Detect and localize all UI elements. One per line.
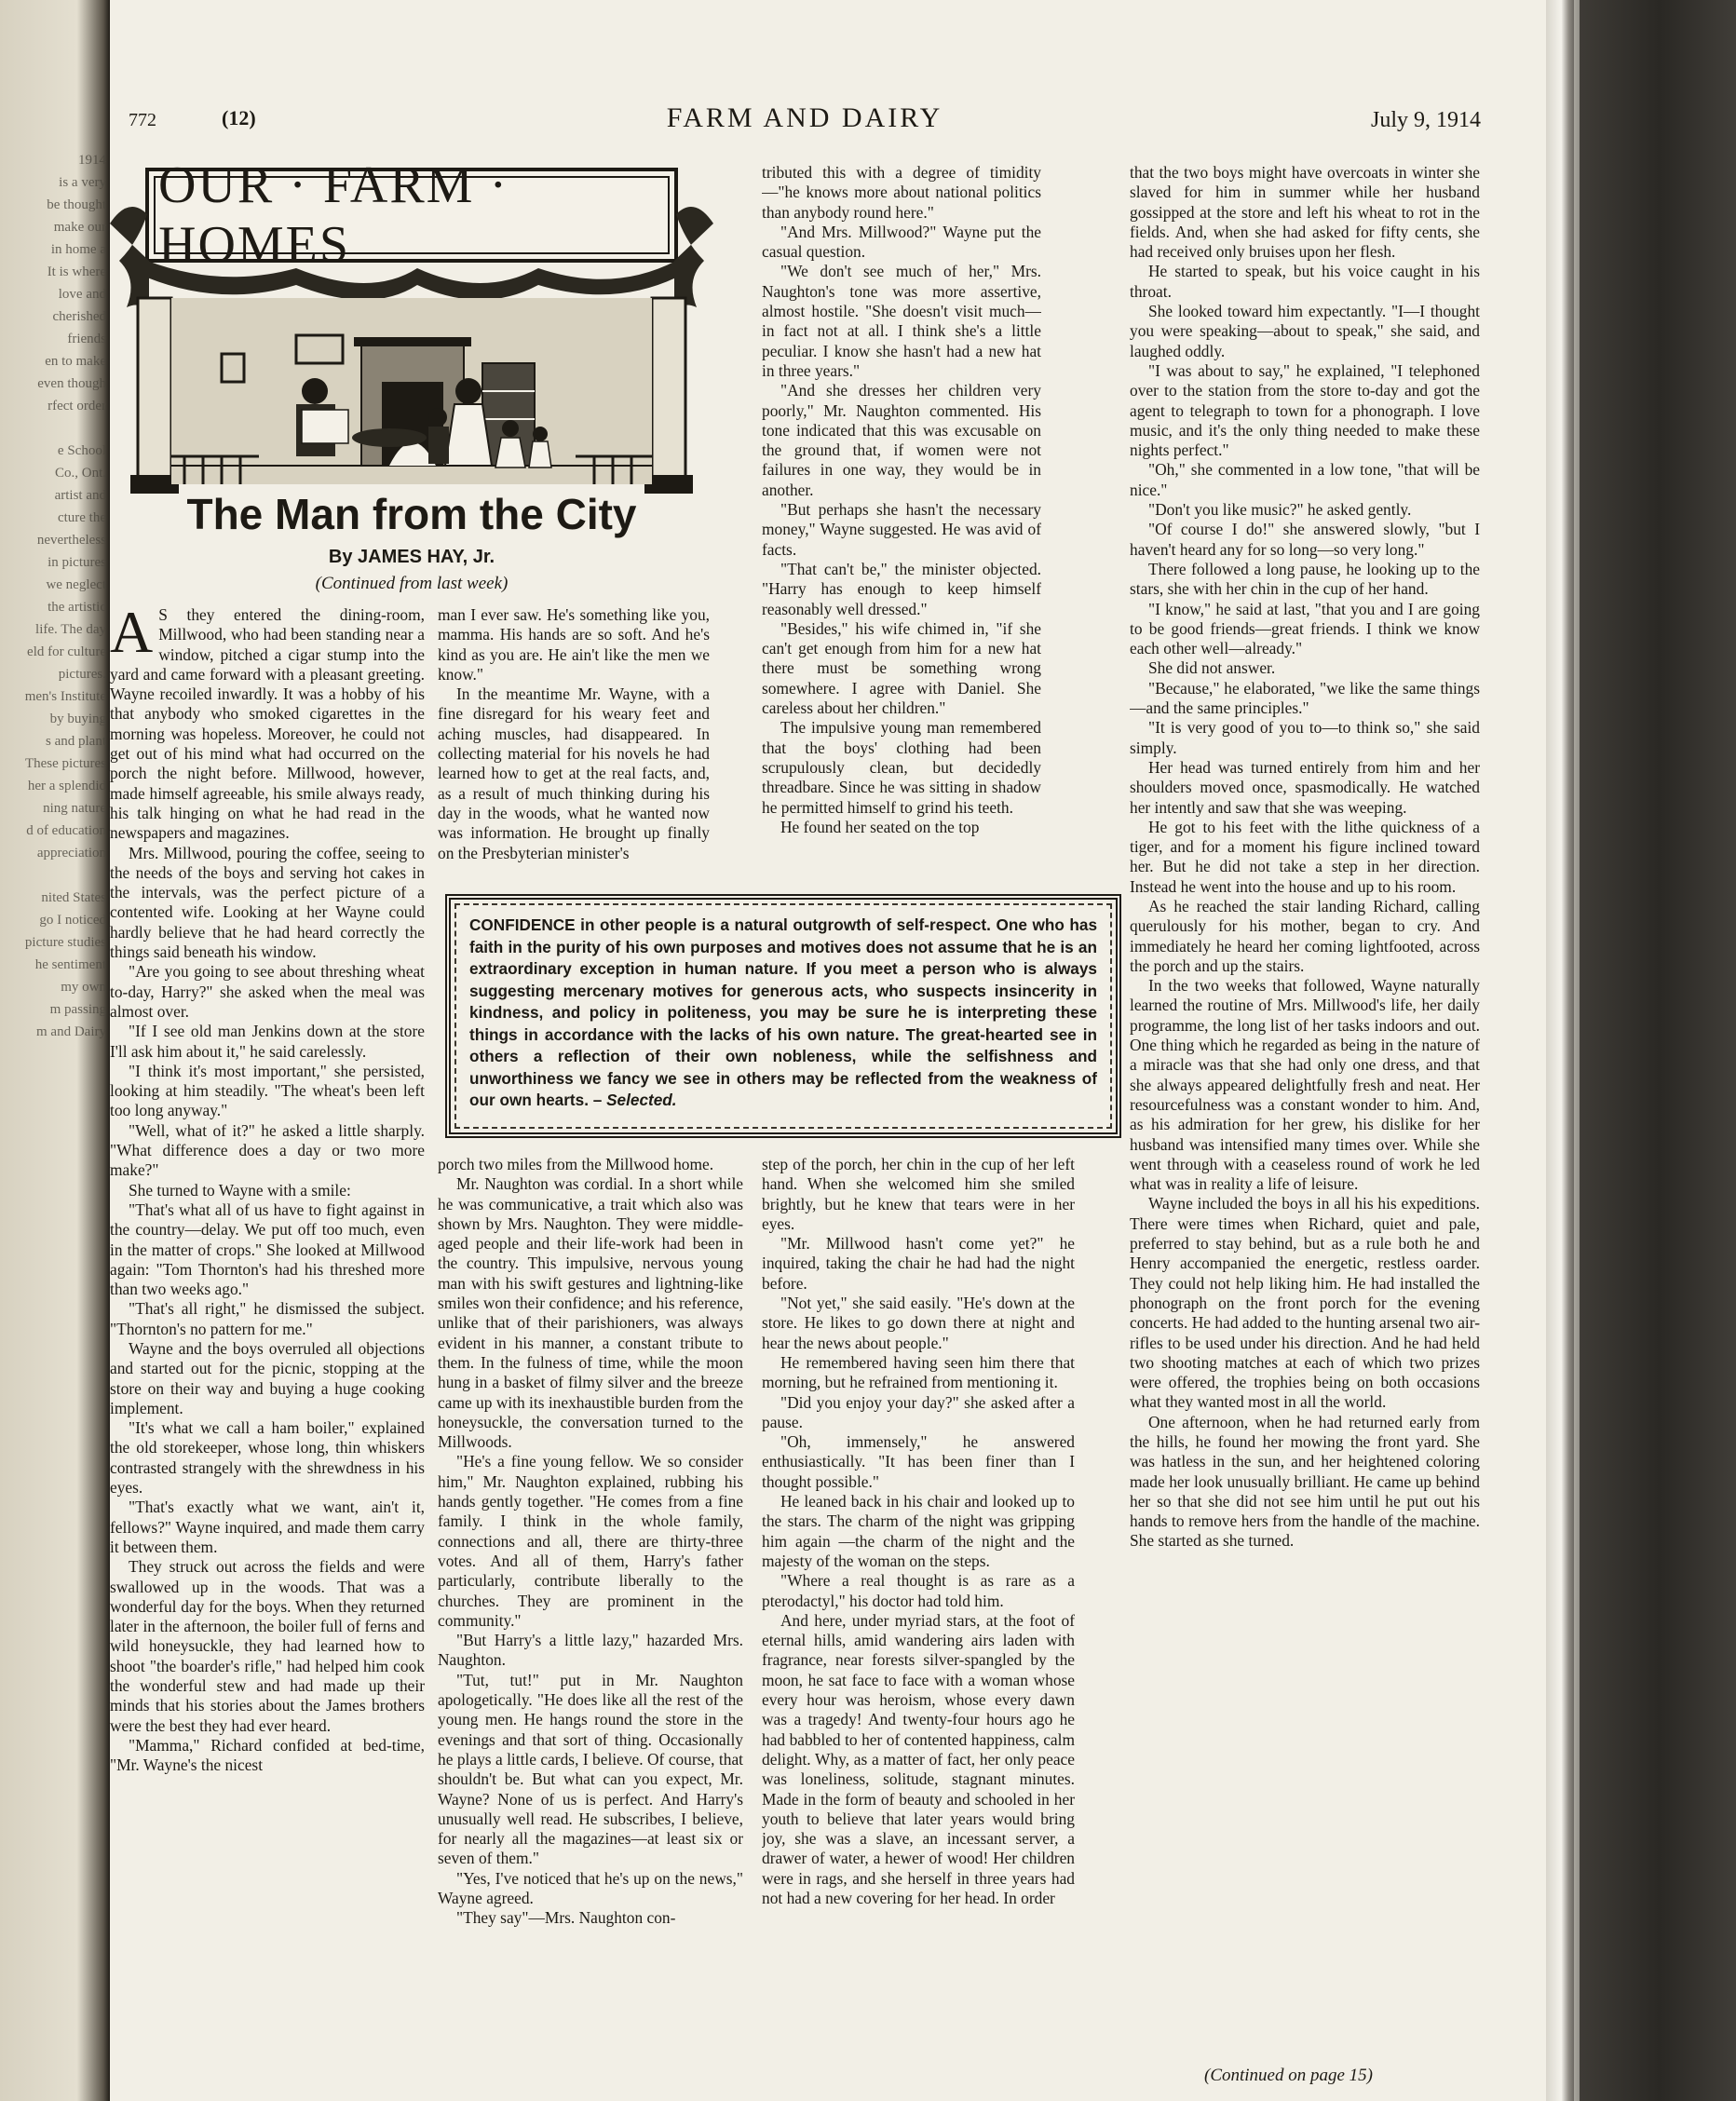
paragraph: "Besides," his wife chimed in, "if she can't get enough from him for a new hat there must be something wrong somewhere. I agree with Daniel. She careless about her children."	[762, 618, 1041, 718]
running-head	[129, 102, 1481, 140]
paragraph: One afternoon, when he had returned early from the hills, he found her mowing the front yard. She was hatless in the sun, and her heightened coloring made her look unusually brilliant. He came up behind her so that she did not see him until he put out his hands to remove hers from the handle of the machine. She started as she turned.	[1130, 1412, 1480, 1551]
section-title: OUR · FARM · HOMES	[158, 156, 509, 274]
paragraph: He found her seated on the top	[780, 817, 980, 836]
paragraph: "It is very good of you to—to think so," she said simply.	[1130, 718, 1480, 757]
paragraph: As he reached the stair landing Richard, calling querulously for his mother, began to cry. And immediately he heard her coming lightfooted, across the porch and up the stairs.	[1130, 896, 1480, 975]
paragraph: step of the porch, her chin in the cup of her left hand. When she welcomed him she smiled brightly, but he knew that tears were in her eyes.	[762, 1155, 1075, 1233]
story-title: The Man from the City	[186, 490, 637, 538]
paragraph: Mr. Naughton was cordial. In a short while he was communicative, a trait which also was shown by Mrs. Naughton. They were middle-aged people and their life-work had been in the country. This impulsive, nervous young man with his swift gestures and lightning-like smiles won their confidence; and his reference, unlike that of their parishioners, was always evident in his manner, a constant tribute to them. In the fulness of time, while the moon hung in a basket of filmy silver and the breeze came up with its inexhaustible burden from the honeysuckle, the conversation turned to the Millwoods.	[438, 1174, 743, 1452]
paragraph: Mrs. Millwood, pouring the coffee, seeing to the needs of the boys and serving hot cakes in the intervals, was the perfect picture of a contented wife. Looking at her Wayne could hardly believe that he had heard correctly the things said beneath his window.	[110, 843, 425, 962]
section-banner-illustration	[110, 158, 713, 503]
paragraph: "Because," he elaborated, "we like the same things—and the same principles."	[1130, 678, 1480, 718]
paragraph: The impulsive young man remembered that the boys' clothing had been scrupulously clean, but decidedly threadbare. Since he was sitting in shadow he permitted himself to grind his teeth.	[762, 718, 1041, 817]
paragraph: He started to speak, but his voice caught in his throat.	[1130, 262, 1480, 301]
paragraph: "That can't be," the minister objected. "Harry has enough to keep himself reasonably well dressed."	[762, 559, 1041, 618]
paragraph: There followed a long pause, he looking up to the stars, she with her chin in the cup of her hand.	[1130, 559, 1480, 599]
paragraph: "Tut, tut!" put in Mr. Naughton apologetically. "He does like all the rest of the young men. He hangs round the store in the evenings and that sort of thing. Occasionally he plays a little cards, I believe. Of course, that shouldn't be. But what can you expect, Mr. Wayne? None of us is perfect. And Harry's unusually well read. He subscribes, I believe, for nearly all the magazines—at least six or seven of them."	[438, 1670, 743, 1868]
paragraph: "That's exactly what we want, ain't it, fellows?" Wayne inquired, and made them carry it between them.	[110, 1498, 425, 1556]
book-spine	[1546, 0, 1736, 2101]
paragraph: "But Harry's a little lazy," hazarded Mrs. Naughton.	[438, 1631, 743, 1670]
byline: By JAMES HAY, Jr.	[328, 547, 495, 567]
paragraph: "I was about to say," he explained, "I telephoned over to the station from the store to-day and got the agent to telegraph to town for a phonograph. I love music, and it's the only thing needed to make these nights perfect."	[1130, 360, 1480, 460]
paragraph: tributed this with a degree of timidity—"he knows more about national politics than anybody round here."	[762, 163, 1041, 222]
newspaper-page	[110, 0, 1546, 2101]
paragraph: She turned to Wayne with a smile:	[129, 1180, 351, 1200]
continued-on-note: (Continued on page 15)	[1204, 2066, 1374, 2085]
paragraph: "Are you going to see about threshing wheat to-day, Harry?" she asked when the meal was almost over.	[110, 962, 425, 1021]
callout-attribution: Selected.	[606, 1091, 677, 1109]
paragraph: "Don't you like music?" he asked gently.	[1148, 500, 1412, 520]
article-column-3-bottom	[762, 1155, 1075, 2097]
adjacent-page-edge	[0, 0, 110, 2101]
page-number: 772	[129, 110, 156, 130]
paragraph: "That's what all of us have to fight against in the country—delay. We put off too much, even in the matter of crops." She looked at Millwood again: "Tom Thornton's had his threshed more than two weeks ago."	[110, 1200, 425, 1299]
paragraph: man I ever saw. He's something like you, mamma. His hands are so soft. And he's kind as you are. He ain't like the men we know."	[438, 605, 710, 684]
paragraph: porch two miles from the Millwood home.	[438, 1155, 714, 1173]
continued-from-note: (Continued from last week)	[315, 574, 509, 593]
paragraph: "Mamma," Richard confided at bed-time, "Mr. Wayne's the nicest	[110, 1735, 425, 1775]
issue-date: July 9, 1914	[1370, 108, 1481, 132]
paragraph: They struck out across the fields and were swallowed up in the woods. That was a wonderful day for the boys. When they returned later in the afternoon, the boiler full of ferns and wild honeysuckle, they had learned how to shoot "the boarder's rifle," had helped him cook the wonderful stew and had made up their minds that his stories about the James brothers were the best they had ever heard.	[110, 1557, 425, 1735]
paragraph: In the meantime Mr. Wayne, with a fine disregard for his weary feet and aching muscles, had disappeared. In collecting material for his novels he had learned how to get at the real facts, and, as a result of much thinking during his day in the woods, what he wanted now was information. He brought up finally on the Presbyterian minister's	[438, 685, 710, 862]
paragraph: "And she dresses her children very poorly," Mr. Naughton commented. His tone indicated that this was excusable on the ground that, if women were not failures in one way, they would be in another.	[762, 381, 1041, 499]
paragraph: He leaned back in his chair and looked up to the stars. The charm of the night was gripping him again —the charm of the night and the majesty of the woman on the steps.	[762, 1492, 1075, 1570]
paragraph: A S they entered the dining-room, Millwood, who had been standing near a window, pitched a cigar stump into the yard and came forward with a pleasant greeting. Wayne recoiled inwardly. It was a hobby of his that anybody who smoked cigarettes in the morning was hopeless. Moreover, he could not get out of his mind what had occurred on the porch the night before. Millwood, however, made himself agreeable, his smile always ready, his talk hinging on what he had read in the newspapers and magazines.	[110, 605, 425, 843]
article-column-2-top	[438, 605, 710, 885]
story-heading	[110, 489, 713, 594]
paragraph: Wayne included the boys in all his his expeditions. There were times when Richard, quiet and pale, preferred to stay behind, but as a rule both he and Henry accompanied the energetic, restless oarder. They could not help liking him. He had installed the phonograph on the front porch for the evening concerts. He had added to the hunting arsenal two air-rifles to be used under his direction. And he had held two shooting matches at each of which two prizes were offered, the trophies being on both occasions what they wanted most in all the world.	[1130, 1194, 1480, 1412]
paragraph: "And Mrs. Millwood?" Wayne put the casual question.	[762, 222, 1041, 262]
paragraph: "But perhaps she hasn't the necessary money," Wayne suggested. He was avid of facts.	[762, 500, 1041, 559]
paragraph: He remembered having seen him there that morning, but he refrained from mentioning it.	[762, 1352, 1075, 1392]
paragraph: "Oh, immensely," he answered enthusiastically. "It has been finer than I thought possible."	[762, 1432, 1075, 1491]
callout-text: CONFIDENCE in other people is a natural outgrowth of self-respect. One who has faith in the purity of his own purposes and motives does not assume that he is an extraordinary exception in human nature. If you meet a person who is always suggesting mercenary motives for generous acts, who suspects insincerity in kindness, and policy in politeness, you may be sure he is interpreting these things in accordance with the lacks of his own nature. The great-hearted see in others a reflection of their own nobleness, while the selfishness and unworthiness we fancy we see in others may be reflected from the weakness of our own hearts. – Selected.	[469, 915, 1097, 1109]
article-column-3-top	[762, 163, 1041, 885]
section-number: (12)	[222, 106, 256, 129]
paragraph: And here, under myriad stars, at the foot of eternal hills, amid wandering airs laden with fragrance, near forests silver-spangled by the moon, he sat face to face with a woman whose every hour was heroism, whose every dawn was a tragedy! And twenty-four hours ago he had babbled to her of contented happiness, calm delight. Why, as a matter of fact, her only peace was loneliness, solitude, stagnant minutes. Made in the form of beauty and schooled in her youth to believe that later years would bring joy, she was a slave, an incessant server, a drawer of water, a hewer of wood! Her children were in rags, and she herself in three years had not had a new covering for her head. In order	[762, 1610, 1075, 1907]
paragraph: She did not answer.	[1148, 658, 1276, 678]
paragraph: "If I see old man Jenkins down at the store I'll ask him about it," he said carelessly.	[110, 1022, 425, 1061]
paragraph: "Yes, I've noticed that he's up on the news," Wayne agreed.	[438, 1868, 743, 1907]
paragraph: that the two boys might have overcoats in winter she slaved for him in summer while her husband gossipped at the store and left his wheat to rot in the fields. And, when she had asked for fifty cents, she had received only bruises upon her flesh.	[1130, 163, 1480, 262]
paragraph: "We don't see much of her," Mrs. Naughton's tone was more assertive, almost hostile. "She doesn't visit much—in fact not at all. I think she's a little peculiar. I know she hasn't had a new hat in three years."	[762, 262, 1041, 380]
publication-title: FARM AND DAIRY	[666, 102, 943, 133]
confidence-callout-box	[445, 894, 1121, 1138]
paragraph: She looked toward him expectantly. "I—I thought you were speaking—about to speak," she said, and laughed oddly.	[1130, 302, 1480, 360]
paragraph: "Where a real thought is as rare as a pterodactyl," his doctor had told him.	[762, 1571, 1075, 1610]
paragraph: "Not yet," she said easily. "He's down at the store. He likes to go down there at night and hear the news about people."	[762, 1294, 1075, 1352]
article-column-1	[110, 605, 425, 2088]
paragraph: "I think it's most important," she persisted, looking at him steadily. "The wheat's been left too long anyway."	[110, 1061, 425, 1120]
paragraph: "It's what we call a ham boiler," explained the old storekeeper, whose long, thin whiskers contrasted strangely with the shrewdness in his eyes.	[110, 1418, 425, 1498]
paragraph: He got to his feet with the lithe quickness of a tiger, and for a moment his figure inclined toward her. But he did not take a step in her direction. Instead he went into the house and up to his room.	[1130, 817, 1480, 896]
paragraph: "I know," he said at last, "that you and I are going to be good friends—great friends. I think we know each other well—already."	[1130, 599, 1480, 658]
article-column-4	[1130, 163, 1480, 2100]
paragraph: Her head was turned entirely from him and her shoulders moved once, spasmodically. He watched her intently and saw that she was weeping.	[1130, 757, 1480, 817]
adjacent-page-text: 1914 is a very be thought make our in home a It is where love and cherished friends en to make even though rfect order e School Co., Ont. artist and cture the nevertheless in pictures we neglect the artistic life. The day eld for culture pictures. men's Institute by buying s and plant These pictures her a splendid ning nature d of education appreciation nited States go I noticed picture studies he sentiment my own m passing m and Dairy	[24, 153, 106, 1039]
paragraph: "He's a fine young fellow. We so consider him," Mr. Naughton explained, rubbing his hands gently together. "He comes from a fine family. I think in the whole family, connections and all, there are thirty-three votes. And all of them, Harry's father particularly, contribute liberally to the churches. They are prominent in the community."	[438, 1452, 743, 1630]
paragraph: "Oh," she commented in a low tone, "that will be nice."	[1130, 460, 1480, 499]
paragraph: "Did you enjoy your day?" she asked after a pause.	[762, 1392, 1075, 1431]
paragraph: "Mr. Millwood hasn't come yet?" he inquired, taking the chair he had had the night before.	[762, 1234, 1075, 1293]
paragraph: "Well, what of it?" he asked a little sharply. "What difference does a day or two more make?"	[110, 1120, 425, 1180]
paragraph: Wayne and the boys overruled all objections and started out for the picnic, stopping at the store on their way and buying a huge cooking implement.	[110, 1338, 425, 1417]
paragraph: In the two weeks that followed, Wayne naturally learned the routine of Mrs. Millwood's life, her daily programme, the long list of her tasks indoors and out. One thing which he regarded as being in the nature of a miracle was that she had only one dress, and that she always appeared delightfully fresh and neat. Her resourcefulness was a constant wonder to him. And, as his admiration for her grew, his dislike for her husband was intensified many times over. While she went through with a ceaseless round of work he led what was in reality a life of leisure.	[1130, 976, 1480, 1194]
paragraph: "They say"—Mrs. Naughton con-	[456, 1908, 676, 1928]
drop-cap: A	[110, 605, 154, 665]
paragraph: "Of course I do!" she answered slowly, "but I haven't heard any for so long—so very long."	[1130, 520, 1480, 559]
article-column-2-bottom	[438, 1155, 743, 2097]
paragraph: "That's all right," he dismissed the subject. "Thornton's no pattern for me."	[110, 1299, 425, 1338]
